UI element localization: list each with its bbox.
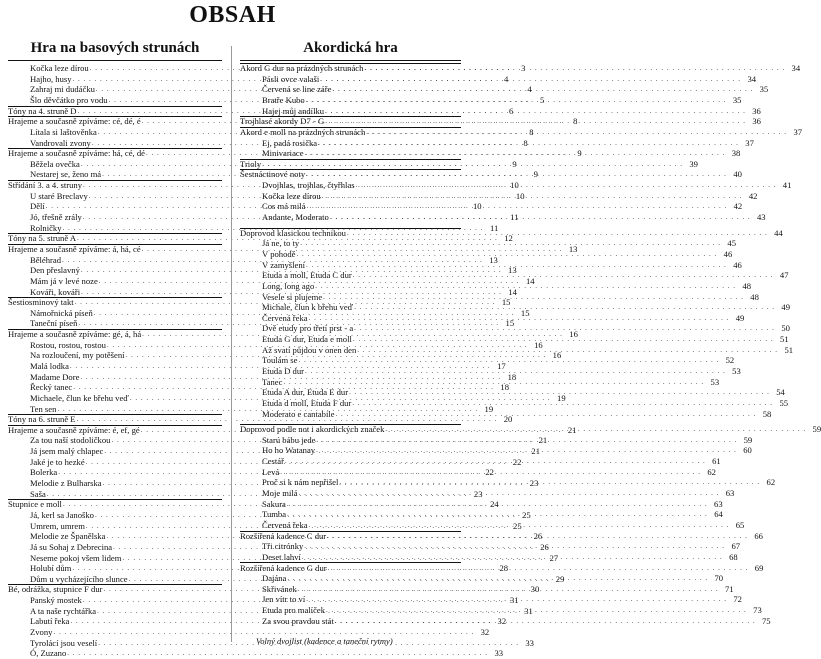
toc-entry-title: Dům u vycházejícího slunce [30, 573, 128, 584]
dot-leader [301, 552, 724, 563]
toc-page-number: 26 [533, 531, 543, 542]
toc-page-number: 72 [733, 594, 742, 605]
toc-entry-title: Tanec [262, 376, 283, 387]
toc-page-number: 12 [504, 233, 513, 244]
dot-leader [304, 366, 727, 377]
toc-entry-title: Vesele si plujeme [262, 291, 323, 302]
dot-leader [384, 424, 807, 435]
toc-entry-title: Etuda D dur [262, 365, 305, 376]
dot-leader [296, 249, 719, 260]
toc-page-number: 58 [762, 408, 772, 419]
dot-leader [317, 138, 740, 149]
toc-entry-title: Cos má milá [262, 201, 306, 212]
toc-page-number: 59 [812, 424, 821, 435]
dot-leader [261, 159, 684, 170]
toc-page-number: 21 [567, 424, 577, 435]
toc-page-number: 25 [513, 520, 522, 531]
right-heading-rule [240, 60, 461, 61]
toc-page-number: 24 [490, 499, 499, 510]
toc-entry-title: Etuda A dur, Etuda E dur [262, 387, 349, 398]
dot-leader [355, 180, 778, 191]
toc-page-number: 17 [497, 360, 506, 371]
toc-page-number: 5 [540, 94, 545, 105]
toc-page-number: 66 [754, 530, 763, 541]
column-divider [231, 46, 232, 642]
toc-entry-title: Rozšířená kadence G dur [240, 562, 327, 573]
toc-page-number: 27 [549, 552, 559, 563]
toc-entry-title: Já, kerl sa Janoško [30, 509, 94, 520]
toc-page-number: 73 [753, 605, 762, 616]
toc-entry-title: Hrajeme a současně zpíváme: cé, dé, é [8, 116, 141, 127]
toc-page-number: 35 [759, 84, 769, 95]
toc-entry-title: Já ne, to ty [262, 238, 300, 249]
toc-entry-title: Šestnáctinové noty [240, 169, 306, 180]
toc-entry-title: Trioly [240, 158, 262, 169]
toc-page-number: 31 [509, 595, 519, 606]
left-heading-rule [8, 60, 222, 61]
dot-leader [331, 84, 754, 95]
toc-entry-title: Doprovod klasickou technikou [240, 227, 346, 238]
dot-leader [335, 409, 758, 420]
dot-leader [305, 201, 728, 212]
toc-page-number: 42 [733, 201, 743, 212]
toc-page-number: 4 [527, 84, 532, 95]
toc-page-number: 10 [515, 190, 525, 201]
left-column-heading: Hra na basových strunách [30, 40, 200, 56]
toc-page-number: 21 [531, 446, 541, 457]
toc-page-number: 34 [791, 63, 801, 74]
toc-entry-title: V zamyšlení [262, 259, 306, 270]
toc-entry-title: Trojhlasé akordy D7 - G [240, 116, 325, 127]
dot-leader [308, 313, 731, 324]
toc-page-number: 69 [754, 562, 764, 573]
toc-page-number: 49 [781, 302, 790, 313]
toc-page-number: 48 [742, 280, 752, 291]
dot-leader [304, 148, 727, 159]
dot-leader [297, 584, 720, 595]
dot-leader [286, 509, 709, 520]
toc-page-number: 18 [500, 382, 509, 393]
toc-page-number: 52 [725, 355, 735, 366]
toc-entry-title: Rozšířená kadence C dur [240, 530, 327, 541]
toc-entry-title: Ej, padá rosička [262, 137, 318, 148]
toc-entry-title: Řecký tanec [30, 382, 73, 393]
toc-entry-title: Nestarej se, ženo má [30, 169, 102, 180]
toc-entry-title: Tři citrónky [262, 541, 304, 552]
toc-entry-title: Dajána [262, 573, 287, 584]
dot-leader [299, 238, 722, 249]
toc-entry-title: Moderato e cantabile [262, 408, 335, 419]
dot-leader [321, 191, 744, 202]
toc-entry-title: Michale, člun k břehu veď [262, 302, 354, 313]
toc-page-number: 51 [784, 344, 794, 355]
toc-entry-title: Etuda pro malíček [262, 605, 325, 616]
toc-entry-title: Šestiosminový takt [8, 297, 74, 308]
dot-leader [308, 520, 731, 531]
dot-leader [356, 345, 779, 356]
dot-leader [279, 467, 702, 478]
dot-leader [286, 499, 709, 510]
toc-entry-title: A ta naše rychtářka [30, 605, 97, 616]
toc-page-number: 43 [756, 212, 766, 223]
toc-entry-title: Lítala si laštověnka [30, 126, 97, 137]
dot-leader [352, 270, 775, 281]
toc-page-number: 18 [507, 371, 517, 382]
toc-entry-title: Dvojhlas, trojhlas, čtyřhlas [262, 180, 355, 191]
toc-entry-title: Etuda d moll, Etuda F dur [262, 397, 352, 408]
toc-page-number: 19 [484, 403, 494, 414]
toc-entry-title: Moje milá [262, 488, 298, 499]
toc-entry-title: Zahraj mi dudáčku [30, 84, 95, 95]
toc-page-number: 29 [555, 573, 565, 584]
toc-entry-title: Jó, třešně zrály [30, 212, 82, 223]
toc-page-number: 47 [779, 270, 789, 281]
toc-entry-title: Malá lodka [30, 360, 69, 371]
toc-entry-title: Hrajeme a současně zpíváme: é, ef, gé [8, 424, 140, 435]
toc-page-number: 23 [473, 488, 483, 499]
toc-entry-title: Já jsem malý chlapec [30, 446, 104, 457]
toc-page-number: 38 [731, 148, 741, 159]
toc-section-entry[interactable] [240, 116, 761, 127]
toc-section-entry[interactable] [240, 63, 801, 74]
dot-leader [363, 63, 786, 74]
toc-page-number: 65 [735, 519, 745, 530]
toc-entry-title: Já su Sohaj z Debrecina [30, 541, 113, 552]
toc-entry-title: Tumba [262, 509, 287, 520]
dot-leader [326, 531, 749, 542]
toc-page-number: 11 [510, 212, 519, 223]
footer-note: Volný dvojlist (kadence a taneční rytmy) [256, 636, 393, 646]
toc-page-number: 63 [714, 498, 723, 509]
toc-entry-title: Za tou naší stodoličkou [30, 435, 111, 446]
toc-page-number: 10 [510, 180, 519, 191]
toc-entry-title: Ho ho Watanay [262, 445, 316, 456]
toc-entry-title: Hrajeme a současně zpíváme: há, cé, dé [8, 148, 145, 159]
toc-page-number: 15 [505, 318, 515, 329]
toc-page-number: 32 [497, 616, 507, 627]
toc-entry-title: Zvony [30, 627, 53, 637]
toc-entry-title: Doprovod podle not i akordických značek [240, 424, 385, 435]
toc-entry-title: Taneční píseň [30, 318, 78, 329]
toc-page-number: 8 [529, 126, 534, 137]
dot-leader [334, 616, 757, 627]
toc-entry-title: Skřivánek [262, 583, 297, 594]
toc-page-number: 28 [499, 563, 509, 574]
toc-page-number: 25 [522, 509, 531, 520]
toc-page-number: 64 [714, 509, 723, 520]
toc-page-number: 36 [752, 116, 761, 127]
dot-leader [66, 648, 489, 659]
toc-page-number: 15 [520, 307, 530, 318]
toc-entry-title: Deset lahví [262, 551, 301, 562]
toc-page-number: 37 [793, 126, 803, 137]
toc-page-number: 8 [523, 137, 528, 148]
dot-leader [298, 488, 721, 499]
toc-entry[interactable] [240, 84, 769, 95]
toc-page-number: 16 [534, 339, 543, 350]
dot-leader [324, 116, 747, 127]
toc-page-number: 70 [714, 573, 724, 584]
toc-entry-title: Ó, Zuzano [30, 648, 67, 659]
toc-page-number: 3 [521, 63, 526, 74]
toc-entry[interactable] [240, 105, 761, 117]
toc-entry[interactable] [240, 137, 754, 148]
toc-page-number: 26 [540, 541, 549, 552]
dot-leader [315, 445, 738, 456]
dot-leader [284, 456, 707, 467]
toc-page-number: 35 [732, 94, 742, 105]
toc-entry-title: Dělí [30, 201, 45, 212]
toc-entry-title: Tóny na 6. struně E [8, 414, 76, 425]
toc-entry-title: Panský mostek [30, 595, 82, 606]
page-title: OBSAH [189, 2, 276, 28]
toc-section-entry[interactable] [8, 414, 513, 425]
toc-entry-title: Šlo děvčátko pro vodu [30, 94, 108, 105]
toc-entry-title: Jen vítr to ví [262, 594, 306, 605]
toc-entry-title: Kočka leze dírou [30, 63, 89, 74]
toc-entry-title: Stupnice e moll [8, 499, 62, 510]
dot-leader [305, 169, 728, 180]
toc-entry-title: Bé, odrážka, stupnice F dur [8, 584, 103, 595]
toc-entry-title: Melodie z Bulharska [30, 478, 102, 489]
toc-entry-title: Až svatí půjdou v onen den [262, 344, 357, 355]
toc-entry-title: Pásli ovce valaši [262, 73, 320, 84]
toc-page-number: 62 [707, 466, 716, 477]
toc-entry-title: Minivariace [262, 148, 304, 159]
toc-entry-title: Saša [30, 488, 46, 499]
toc-page-number: 6 [508, 105, 514, 116]
toc-entry-title: Hrajeme a současně zpíváme: á, há, cé [8, 243, 141, 254]
toc-section-entry[interactable] [240, 126, 803, 138]
toc-page-number: 75 [762, 615, 771, 626]
toc-page-number: 63 [725, 488, 735, 499]
dot-leader [315, 435, 738, 446]
toc-page-number: 46 [723, 248, 733, 259]
toc-entry[interactable] [8, 627, 490, 638]
toc-page-number: 33 [525, 637, 534, 648]
toc-entry-title: Etuda G dur, Etuda e moll [262, 334, 352, 345]
toc-page-number: 67 [731, 541, 741, 552]
toc-page-number: 31 [524, 605, 533, 616]
dot-leader [305, 95, 728, 106]
toc-page-number: 71 [725, 583, 734, 594]
toc-entry-title: Rostou, rostou, rostou [30, 339, 106, 350]
toc-entry[interactable] [240, 73, 757, 85]
toc-entry-title: Proč si k nám nepřišel [262, 477, 339, 488]
toc-entry-title: Jaké je to hezké [30, 456, 85, 467]
toc-page-number: 19 [557, 392, 566, 403]
toc-entry-title: Tyrolácí jsou veselí [30, 637, 98, 648]
toc-entry-title: Etuda a moll, Etuda C dur [262, 270, 352, 281]
dot-leader [305, 594, 728, 605]
toc-page-number: 42 [748, 190, 758, 201]
toc-page-number: 22 [485, 467, 494, 478]
toc-section-entry[interactable] [240, 158, 698, 170]
dot-leader [324, 106, 747, 117]
toc-entry-title: Běžela ovečka [30, 158, 80, 169]
dot-leader [322, 292, 745, 303]
toc-page-number: 49 [735, 312, 745, 323]
toc-page-number: 39 [689, 158, 698, 169]
toc-page-number: 8 [573, 116, 578, 127]
toc-page-number: 55 [779, 397, 789, 408]
toc-entry[interactable] [240, 148, 741, 159]
toc-page-number: 20 [503, 414, 513, 425]
toc-page-number: 51 [780, 334, 789, 345]
toc-entry-title: Melodie ze Španělska [30, 531, 106, 542]
toc-page-number: 23 [529, 478, 539, 489]
toc-entry-title: Na rozloučení, my potěšení [30, 350, 125, 361]
toc-entry-title: Hajho, husy [30, 73, 72, 84]
toc-entry-title: Hajej můj andílku [262, 105, 325, 116]
toc-entry-title: Bolerka [30, 467, 58, 478]
toc-section-entry[interactable] [240, 169, 742, 180]
right-column-heading: Akordická hra [303, 40, 398, 56]
toc-entry-title: Ten sen [30, 403, 57, 414]
toc-page-number: 22 [512, 456, 522, 467]
toc-entry-title: Červená řeka [262, 519, 308, 530]
toc-page-number: 13 [568, 243, 578, 254]
toc-entry-title: Neseme pokoj všem lidem [30, 552, 122, 563]
toc-entry-title: Kováři, kováři [30, 286, 81, 297]
toc-page-number: 46 [733, 259, 742, 270]
toc-entry-title: Dvě etudy pro třetí prst - a [262, 323, 354, 334]
toc-entry-title: Levá [262, 466, 280, 477]
toc-page-number: 36 [752, 105, 761, 116]
toc-entry-title: Bratře Kubo [262, 94, 305, 105]
toc-page-number: 48 [750, 291, 759, 302]
toc-entry-title: Kočka leze dírou [262, 190, 321, 201]
toc-entry-title: Mám já v levé noze [30, 275, 98, 286]
toc-entry-title: Long, long ago [262, 280, 315, 291]
toc-entry-title: V pohodě [262, 248, 296, 259]
toc-entry-title: Námořnická píseň [30, 307, 93, 318]
toc-page-number: 15 [501, 297, 511, 308]
toc-entry-title: Den přeslavný [30, 265, 80, 276]
dot-leader [325, 605, 748, 616]
toc-page-number: 44 [774, 227, 783, 238]
toc-page-number: 53 [732, 365, 741, 376]
toc-entry-title: Za svou pravdou stát [262, 615, 334, 626]
toc-page-number: 45 [727, 238, 736, 249]
toc-page-number: 16 [569, 329, 578, 340]
toc-entry-title: Červená řeka [262, 312, 308, 323]
toc-entry[interactable] [8, 648, 504, 659]
toc-entry-title: Holubí dům [30, 563, 72, 574]
toc-page-number: 30 [530, 584, 540, 595]
dot-leader [353, 302, 776, 313]
toc-page-number: 40 [733, 169, 742, 180]
toc-page-number: 59 [743, 434, 753, 445]
toc-page-number: 62 [766, 477, 776, 488]
toc-entry-title: U staré Breclavy [30, 190, 88, 201]
toc-page-number: 32 [480, 627, 490, 637]
toc-page-number: 10 [472, 201, 482, 212]
dot-leader [338, 477, 761, 488]
toc-page-number: 21 [538, 435, 548, 446]
toc-page-number: 4 [504, 73, 509, 84]
dot-leader [365, 127, 788, 138]
toc-entry-title: Akord e moll na prázdných strunách [240, 126, 366, 137]
toc-page-number: 13 [489, 254, 498, 265]
toc-entry-title: Toulám se [262, 355, 298, 366]
dot-leader [286, 573, 709, 584]
toc-page-number: 41 [782, 180, 792, 191]
toc-page-number: 9 [577, 148, 582, 159]
toc-page-number: 37 [745, 137, 754, 148]
dot-leader [346, 228, 769, 239]
dot-leader [282, 377, 705, 388]
toc-page-number: 11 [489, 222, 499, 233]
dot-leader [353, 323, 776, 334]
toc-page-number: 14 [508, 286, 517, 297]
toc-entry-title: Starú bábu jede [262, 434, 316, 445]
toc-entry-title: Červená se line záře [262, 84, 332, 95]
toc-entry-title: Střídání 3. a 4. struny [8, 180, 82, 191]
toc-page-number: 61 [712, 456, 721, 467]
toc-entry-title: Vandrovali zvony [30, 137, 91, 148]
dot-leader [297, 355, 720, 366]
toc-entry-title: Michaele, člun ke břehu veď [30, 392, 129, 403]
toc-entry-title: Umrem, umrem [30, 520, 85, 531]
toc-entry-title: Sakura [262, 498, 286, 509]
toc-page-number: 54 [776, 387, 785, 398]
dot-leader [327, 563, 750, 574]
toc-page-number: 14 [525, 275, 535, 286]
toc-entry-title: Akord G dur na prázdných strunách [240, 63, 364, 74]
toc-page-number: 68 [729, 551, 738, 562]
toc-entry-title: Cestář [262, 456, 284, 467]
toc-page-number: 60 [743, 445, 752, 456]
dot-leader [348, 387, 771, 398]
dot-leader [303, 541, 726, 552]
toc-entry-title: Běléhrad [30, 254, 62, 265]
toc-entry-title: Rolničky [30, 222, 62, 233]
toc-entry-title: Madame Dore [30, 371, 80, 382]
toc-page-number: 33 [494, 648, 504, 659]
dot-leader [329, 212, 752, 223]
toc-page-number: 13 [508, 265, 517, 276]
toc-page-number: 16 [552, 350, 562, 361]
toc-entry-title: Labutí řeka [30, 616, 70, 627]
toc-page-number: 9 [512, 158, 517, 169]
dot-leader [305, 260, 728, 271]
toc-page-number: 9 [533, 169, 538, 180]
toc-page-number: 50 [781, 323, 790, 334]
toc-page-number: 53 [710, 376, 720, 387]
toc-entry-title: Andante, Moderato [262, 212, 329, 223]
dot-leader [351, 398, 774, 409]
toc-entry[interactable] [240, 94, 742, 106]
toc-entry-title: Tóny na 4. struně D [8, 105, 77, 116]
toc-page-number: 34 [747, 73, 757, 84]
toc-entry-title: Tóny na 5. struně A [8, 233, 77, 244]
dot-leader [319, 74, 742, 85]
dot-leader [314, 281, 737, 292]
toc-entry-title: Hrajeme a současně zpíváme: gé, á, há [8, 329, 142, 340]
dot-leader [352, 334, 775, 345]
